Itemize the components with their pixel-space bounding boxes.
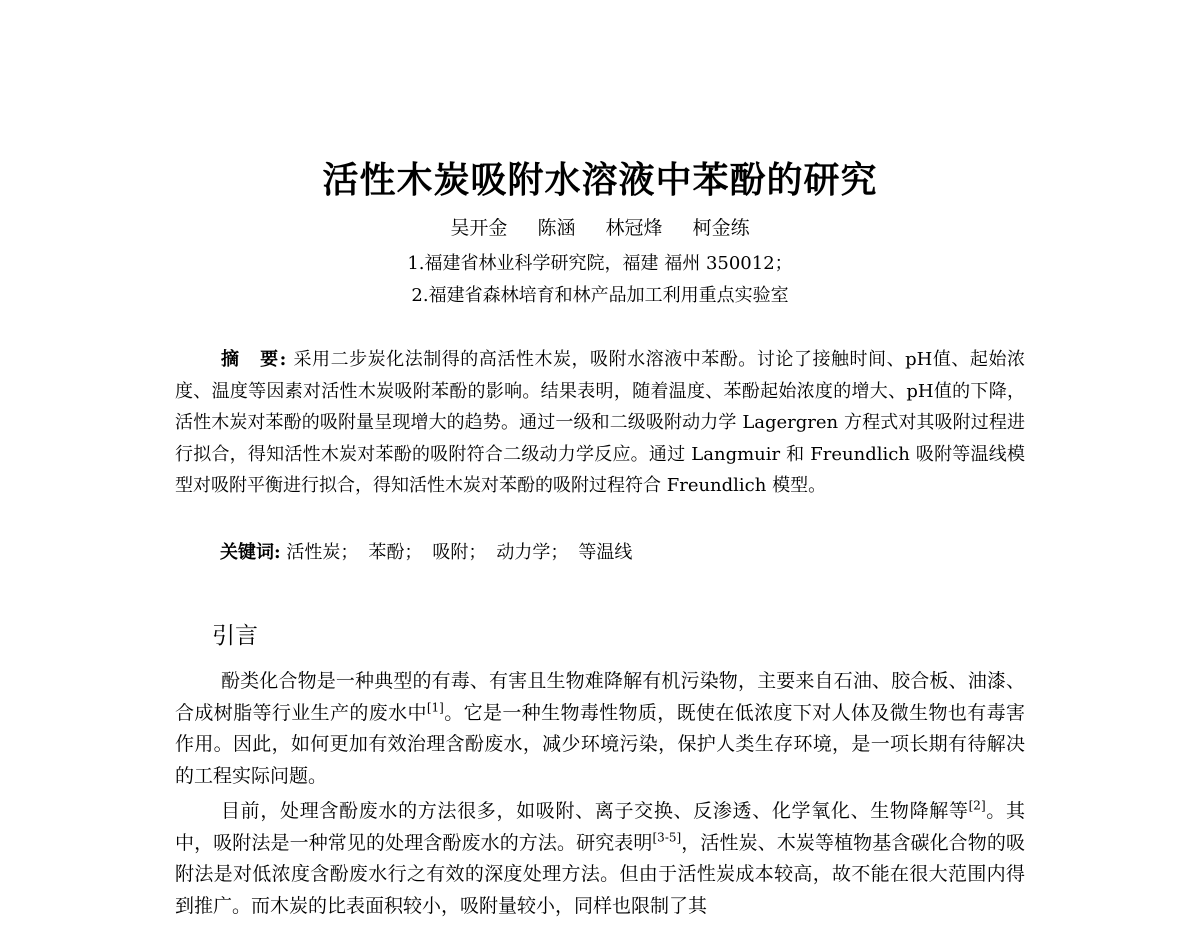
- paragraph-text: 目前，处理含酚废水的方法很多，如吸附、离子交换、反渗透、化学氧化、生物降解等: [221, 800, 969, 822]
- keywords: [220, 538, 642, 568]
- keyword: 吸附；: [432, 542, 487, 563]
- keyword: 活性炭；: [286, 542, 359, 563]
- keyword: 等温线: [578, 542, 633, 563]
- intro-paragraph-1: [175, 666, 1025, 792]
- affiliation-2: 2.福建省森林培育和林产品加工利用重点实验室: [411, 285, 789, 306]
- intro-paragraph-2: [175, 796, 1025, 922]
- author-list: [0, 214, 1200, 242]
- author-name: 吴开金: [450, 217, 508, 239]
- keywords-label: 关键词:: [220, 542, 281, 563]
- author-name: 陈涵: [537, 217, 576, 239]
- paragraph-text: 。它是一种生物毒性物质，既使在低浓度下对人体及微生物也有毒害作用。因此，如何更加有效治理含酚废水，减少环境污染，保护人类生存环境，是一项长期有待解决的工程实际问题。: [175, 701, 1025, 787]
- author-name: 柯金练: [692, 217, 750, 239]
- affiliation-1: 1.福建省林业科学研究院，福建 福州 350012；: [407, 253, 793, 274]
- author-name: 林冠烽: [605, 217, 663, 239]
- citation-ref: [3-5]: [652, 830, 682, 845]
- paper-title: 活性木炭吸附水溶液中苯酚的研究: [322, 159, 878, 201]
- paragraph-text: 。其中，吸附法是一种常见的处理含酚废水的方法。研究表明: [175, 800, 1025, 854]
- citation-ref: [1]: [426, 700, 444, 715]
- paragraph-text: ，活性炭、木炭等植物基含碳化合物的吸附法是对低浓度含酚废水行之有效的深度处理方法。但由于活性炭成本较高，故不能在很大范围内得到推广。而木炭的比表面积较小，吸附量较小，同样也限制了其: [175, 831, 1025, 917]
- citation-ref: [2]: [968, 798, 986, 813]
- abstract-text: 采用二步炭化法制得的高活性木炭，吸附水溶液中苯酚。讨论了接触时间、pH值、起始浓度、温度等因素对活性木炭吸附苯酚的影响。结果表明，随着温度、苯酚起始浓度的增大、pH值的下降，活性木炭对苯酚的吸附量呈现增大的趋势。通过一级和二级吸附动力学 Lagergren 方程式对其吸附过程进行拟合，得知活性木炭对苯酚的吸附符合二级动力学反应。通过 Langmuir 和 Freundlich 吸附等温线模型对吸附平衡进行拟合，得知活性木炭对苯酚的吸附过程符合 Freundlich 模型。: [175, 349, 1025, 496]
- section-heading-introduction: 引言: [212, 623, 258, 649]
- abstract-label: 摘 要:: [221, 349, 288, 370]
- keyword: 动力学；: [496, 542, 569, 563]
- paragraph-text: 酚类化合物是一种典型的有毒、有害且生物难降解有机污染物，主要来自石油、胶合板、油漆、合成树脂等行业生产的废水中: [175, 670, 1025, 724]
- abstract: [175, 344, 1025, 502]
- keyword: 苯酚；: [368, 542, 423, 563]
